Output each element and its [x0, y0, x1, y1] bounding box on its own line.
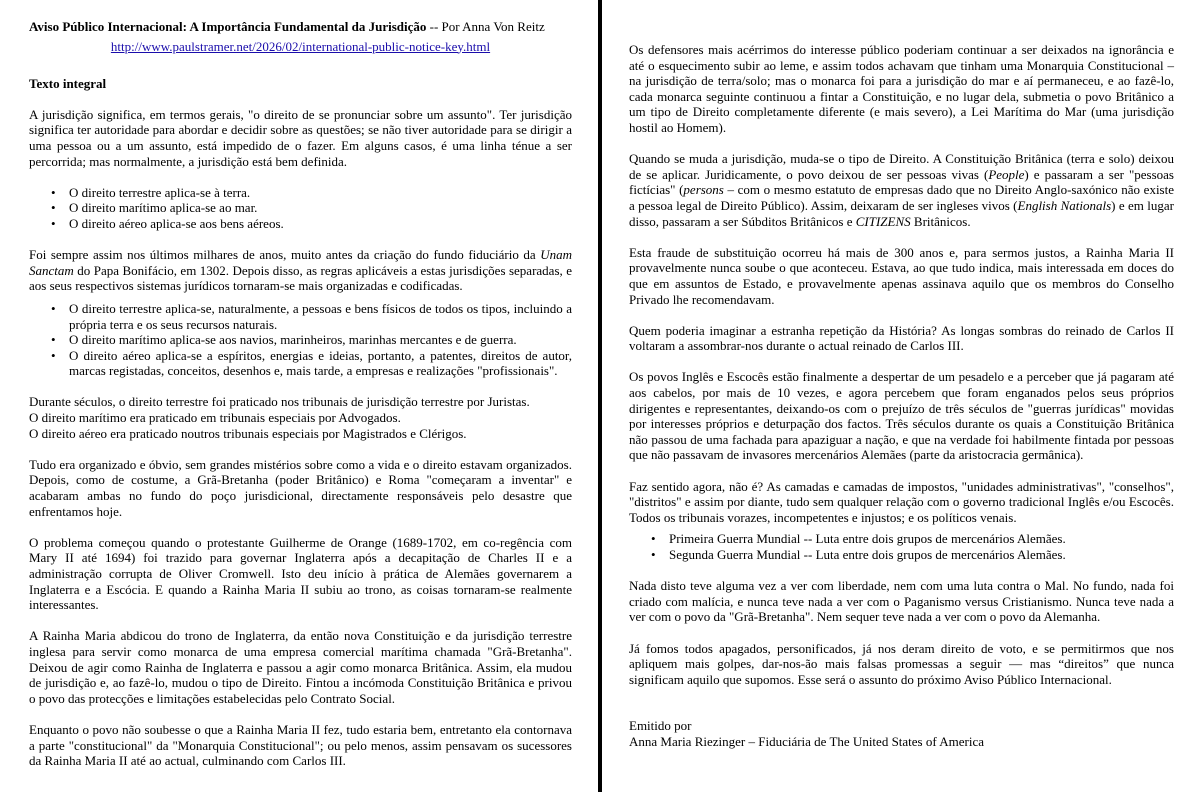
right-column	[602, 0, 1200, 792]
bullet-list	[629, 531, 1174, 562]
paragraph-text: ) e em lugar disso, passaram a ser Súbditos Britânicos e	[629, 197, 1174, 229]
paragraph-text: Quando se muda a jurisdição, muda-se o tipo de Direito. A Constituição Britânica (terra e solo) deixou de se aplicar. Juridicamente, o povo deixou de ser pessoas vivas (	[629, 151, 1174, 182]
source-url-line	[29, 39, 572, 55]
bullet-list	[29, 301, 572, 379]
paragraph-text: Britânicos.	[910, 213, 971, 229]
source-link[interactable]: http://www.paulstramer.net/2026/02/international-public-notice-key.html	[110, 38, 491, 54]
paragraph: Os povos Inglês e Escocês estão finalmente a despertar de um pesadelo e a perceber que já pagaram até aos cabelos, por mais de 10 vezes, e agora percebem que foram enganados pelos seus próprios dirigentes e representantes, deixando-os com o prejuízo de três séculos de "guerras jurídicas" movidas por interesses próprios e deturpação dos factos. Três séculos durante os quais a Constituição Britânica não passou de uma fachada para apaziguar a nação, e que na verdade foi habilmente fintada por pessoas que não passavam de invasores mercenários Alemães (parte da aristocracia germânica).	[629, 369, 1174, 463]
paragraph-text: do Papa Bonifácio, em 1302. Depois disso, as regras aplicáveis a estas jurisdições separadas, e aos seus respectivos sistemas jurídicos tornaram-se mais organizadas e codificadas.	[29, 262, 572, 294]
list-item: • O direito terrestre aplica-se, naturalmente, a pessoas e bens físicos de todos os tipos, incluindo a própria terra e os seus recursos naturais.	[69, 301, 572, 332]
paragraph: Os defensores mais acérrimos do interesse público poderiam continuar a ser deixados na ignorância e até o esquecimento subir ao leme, e assim todos achavam que tinham uma Monarquia Constitucional – na jurisdição de terra/solo; mas o monarca foi para a jurisdição do mar e aí permaneceu, e ao fazê-lo, cada monarca seguinte continuou a fintar a Constituição, e no lugar dela, submetia o povo Britânico a um tipo de Direito completamente diferente (e mais severo), a Lei Marítima do Mar (uma jurisdição hostil ao Homem).	[629, 42, 1174, 135]
list-item: • Segunda Guerra Mundial -- Luta entre dois grupos de mercenários Alemães.	[669, 547, 1174, 563]
title-author: -- Por Anna Von Reitz	[426, 19, 545, 34]
paragraph: A jurisdição significa, em termos gerais, "o direito de se pronunciar sobre um assunto". Ter jurisdição significa ter autoridade para abordar e decidir sobre as questões; se não tiver autoridade para se dirigir a uma pessoa ou a um assunto, está impedido de o fazer. Em alguns casos, é uma linha ténue a ser percorrida; mas normalmente, a jurisdição está bem definida.	[29, 106, 572, 169]
list-item: • Primeira Guerra Mundial -- Luta entre dois grupos de mercenários Alemães.	[669, 531, 1174, 547]
paragraph-line: O direito aéreo era praticado noutros tribunais especiais por Magistrados e Clérigos.	[29, 425, 467, 441]
emphasis-text: Unam Sanctam	[29, 247, 572, 278]
list-item: • O direito marítimo aplica-se ao mar.	[69, 200, 572, 216]
emphasis-text: persons	[683, 182, 724, 198]
emphasis-text: English Nationals	[1017, 197, 1112, 213]
emphasis-text: People	[988, 166, 1025, 182]
paragraph-line: Durante séculos, o direito terrestre foi praticado nos tribunais de jurisdição terrestre por Juristas.	[29, 394, 530, 410]
paragraph: Tudo era organizado e óbvio, sem grandes mistérios sobre como a vida e o direito estavam organizados. Depois, como de costume, a Grã-Bretanha (poder Britânico) e Roma "começaram a inventar" e acabaram ambas no fundo do poço jurisdicional, directamente responsáveis pelo desastre que enfrentamos hoje.	[29, 456, 572, 519]
paragraph	[29, 247, 572, 294]
section-heading: Texto integral	[29, 76, 107, 92]
paragraph: Nada disto teve alguma vez a ver com liberdade, nem com uma luta contra o Mal. No fundo, nada foi criado com malícia, e nunca teve nada a ver com o Paganismo versus Cristianismo. Nunca teve nada a ver com o povo da "Grã-Bretanha". Nem sequer teve nada a ver com o povo da Alemanha.	[629, 578, 1174, 625]
document-title	[29, 19, 572, 35]
paragraph	[29, 394, 572, 441]
paragraph-text: ) e passaram a ser "pessoas fictícias" (	[629, 166, 1174, 198]
paragraph: Já fomos todos apagados, personificados, já nos deram direito de voto, e se permitirmos que nos apliquem mais golpes, dar-nos-ão mais falsas promessas a seguir — mas “direitos” que nunca significam aquilo que supomos. Esse será o assunto do próximo Aviso Público Internacional.	[629, 640, 1174, 687]
paragraph: O problema começou quando o protestante Guilherme de Orange (1689-1702, em co-regência com Mary II até 1694) foi trazido para governar Inglaterra após a decapitação de Charles II e a administração corrupta de Oliver Cromwell. Isto deu início à prática de Alemães governarem a Inglaterra e a Escócia. E quando a Rainha Maria II subiu ao trono, as coisas tornaram-se realmente interessantes.	[29, 534, 572, 613]
bullet-list	[29, 185, 572, 232]
paragraph: Quem poderia imaginar a estranha repetição da História? As longas sombras do reinado de Carlos II voltaram a assombrar-nos durante o actual reinado de Carlos III.	[629, 322, 1174, 354]
paragraph-text: Foi sempre assim nos últimos milhares de anos, muito antes da criação do fundo fiduciário da	[29, 247, 541, 263]
title-text: Aviso Público Internacional: A Importância Fundamental da Jurisdição	[29, 19, 427, 34]
left-column	[0, 0, 598, 792]
signature-label: Emitido por	[629, 718, 692, 734]
paragraph	[629, 151, 1174, 229]
paragraph: Esta fraude de substituição ocorreu há mais de 300 anos e, para sermos justos, a Rainha Maria II provavelmente nunca soube o que aconteceu. Estava, ao que tudo indica, mais interessada em doces do que em assuntos de Estado, e provavelmente apenas assinava aquilo que os membros do Conselho Privado lhe recomendavam.	[629, 244, 1174, 307]
paragraph: Faz sentido agora, não é? As camadas e camadas de impostos, "unidades administrativas", "conselhos", "distritos" e assim por diante, tudo sem qualquer relação com o governo tradicional Inglês e/ou Escocês. Todos os tribunais vorazes, incompetentes e injustos; e os políticos venais.	[629, 478, 1174, 525]
emphasis-text: CITIZENS	[855, 213, 911, 229]
list-item: • O direito terrestre aplica-se à terra.	[69, 185, 572, 201]
signature-block	[629, 718, 1174, 749]
list-item: • O direito aéreo aplica-se aos bens aéreos.	[69, 216, 572, 232]
list-item: • O direito marítimo aplica-se aos navios, marinheiros, marinhas mercantes e de guerra.	[69, 332, 572, 348]
paragraph-line: O direito marítimo era praticado em tribunais especiais por Advogados.	[29, 410, 401, 426]
paragraph: A Rainha Maria abdicou do trono de Inglaterra, da então nova Constituição e da jurisdição terrestre inglesa para servir como monarca de uma empresa comercial marítima chamada "Grã-Bretanha". Deixou de agir como Rainha de Inglaterra e passou a agir como monarca Britânica. Assim, ela mudou de jurisdição e, ao fazê-lo, mudou o tipo de Direito. Fintou a incómoda Constituição Britânica e privou o povo das protecções e limitações estabelecidas pelo Contrato Social.	[29, 628, 572, 706]
list-item: • O direito aéreo aplica-se a espíritos, energias e ideias, portanto, a patentes, direitos de autor, marcas registadas, conceitos, desenhos e, mais tarde, a empresas e realizações "profissionais".	[69, 348, 572, 379]
paragraph-text: – com o mesmo estatuto de empresas dado que no Direito Anglo-saxónico não existe a pessoa legal de Direito Público). Assim, deixaram de ser ingleses vivos (	[629, 182, 1174, 213]
signature-name: Anna Maria Riezinger – Fiduciária de The United States of America	[629, 733, 984, 749]
paragraph: Enquanto o povo não soubesse o que a Rainha Maria II fez, tudo estaria bem, entretanto ela contornava a parte "constitucional" da "Monarquia Constitucional"; ou pelo menos, assim pensavam os sucessores da Rainha Maria II até ao actual, culminando com Carlos III.	[29, 721, 572, 769]
